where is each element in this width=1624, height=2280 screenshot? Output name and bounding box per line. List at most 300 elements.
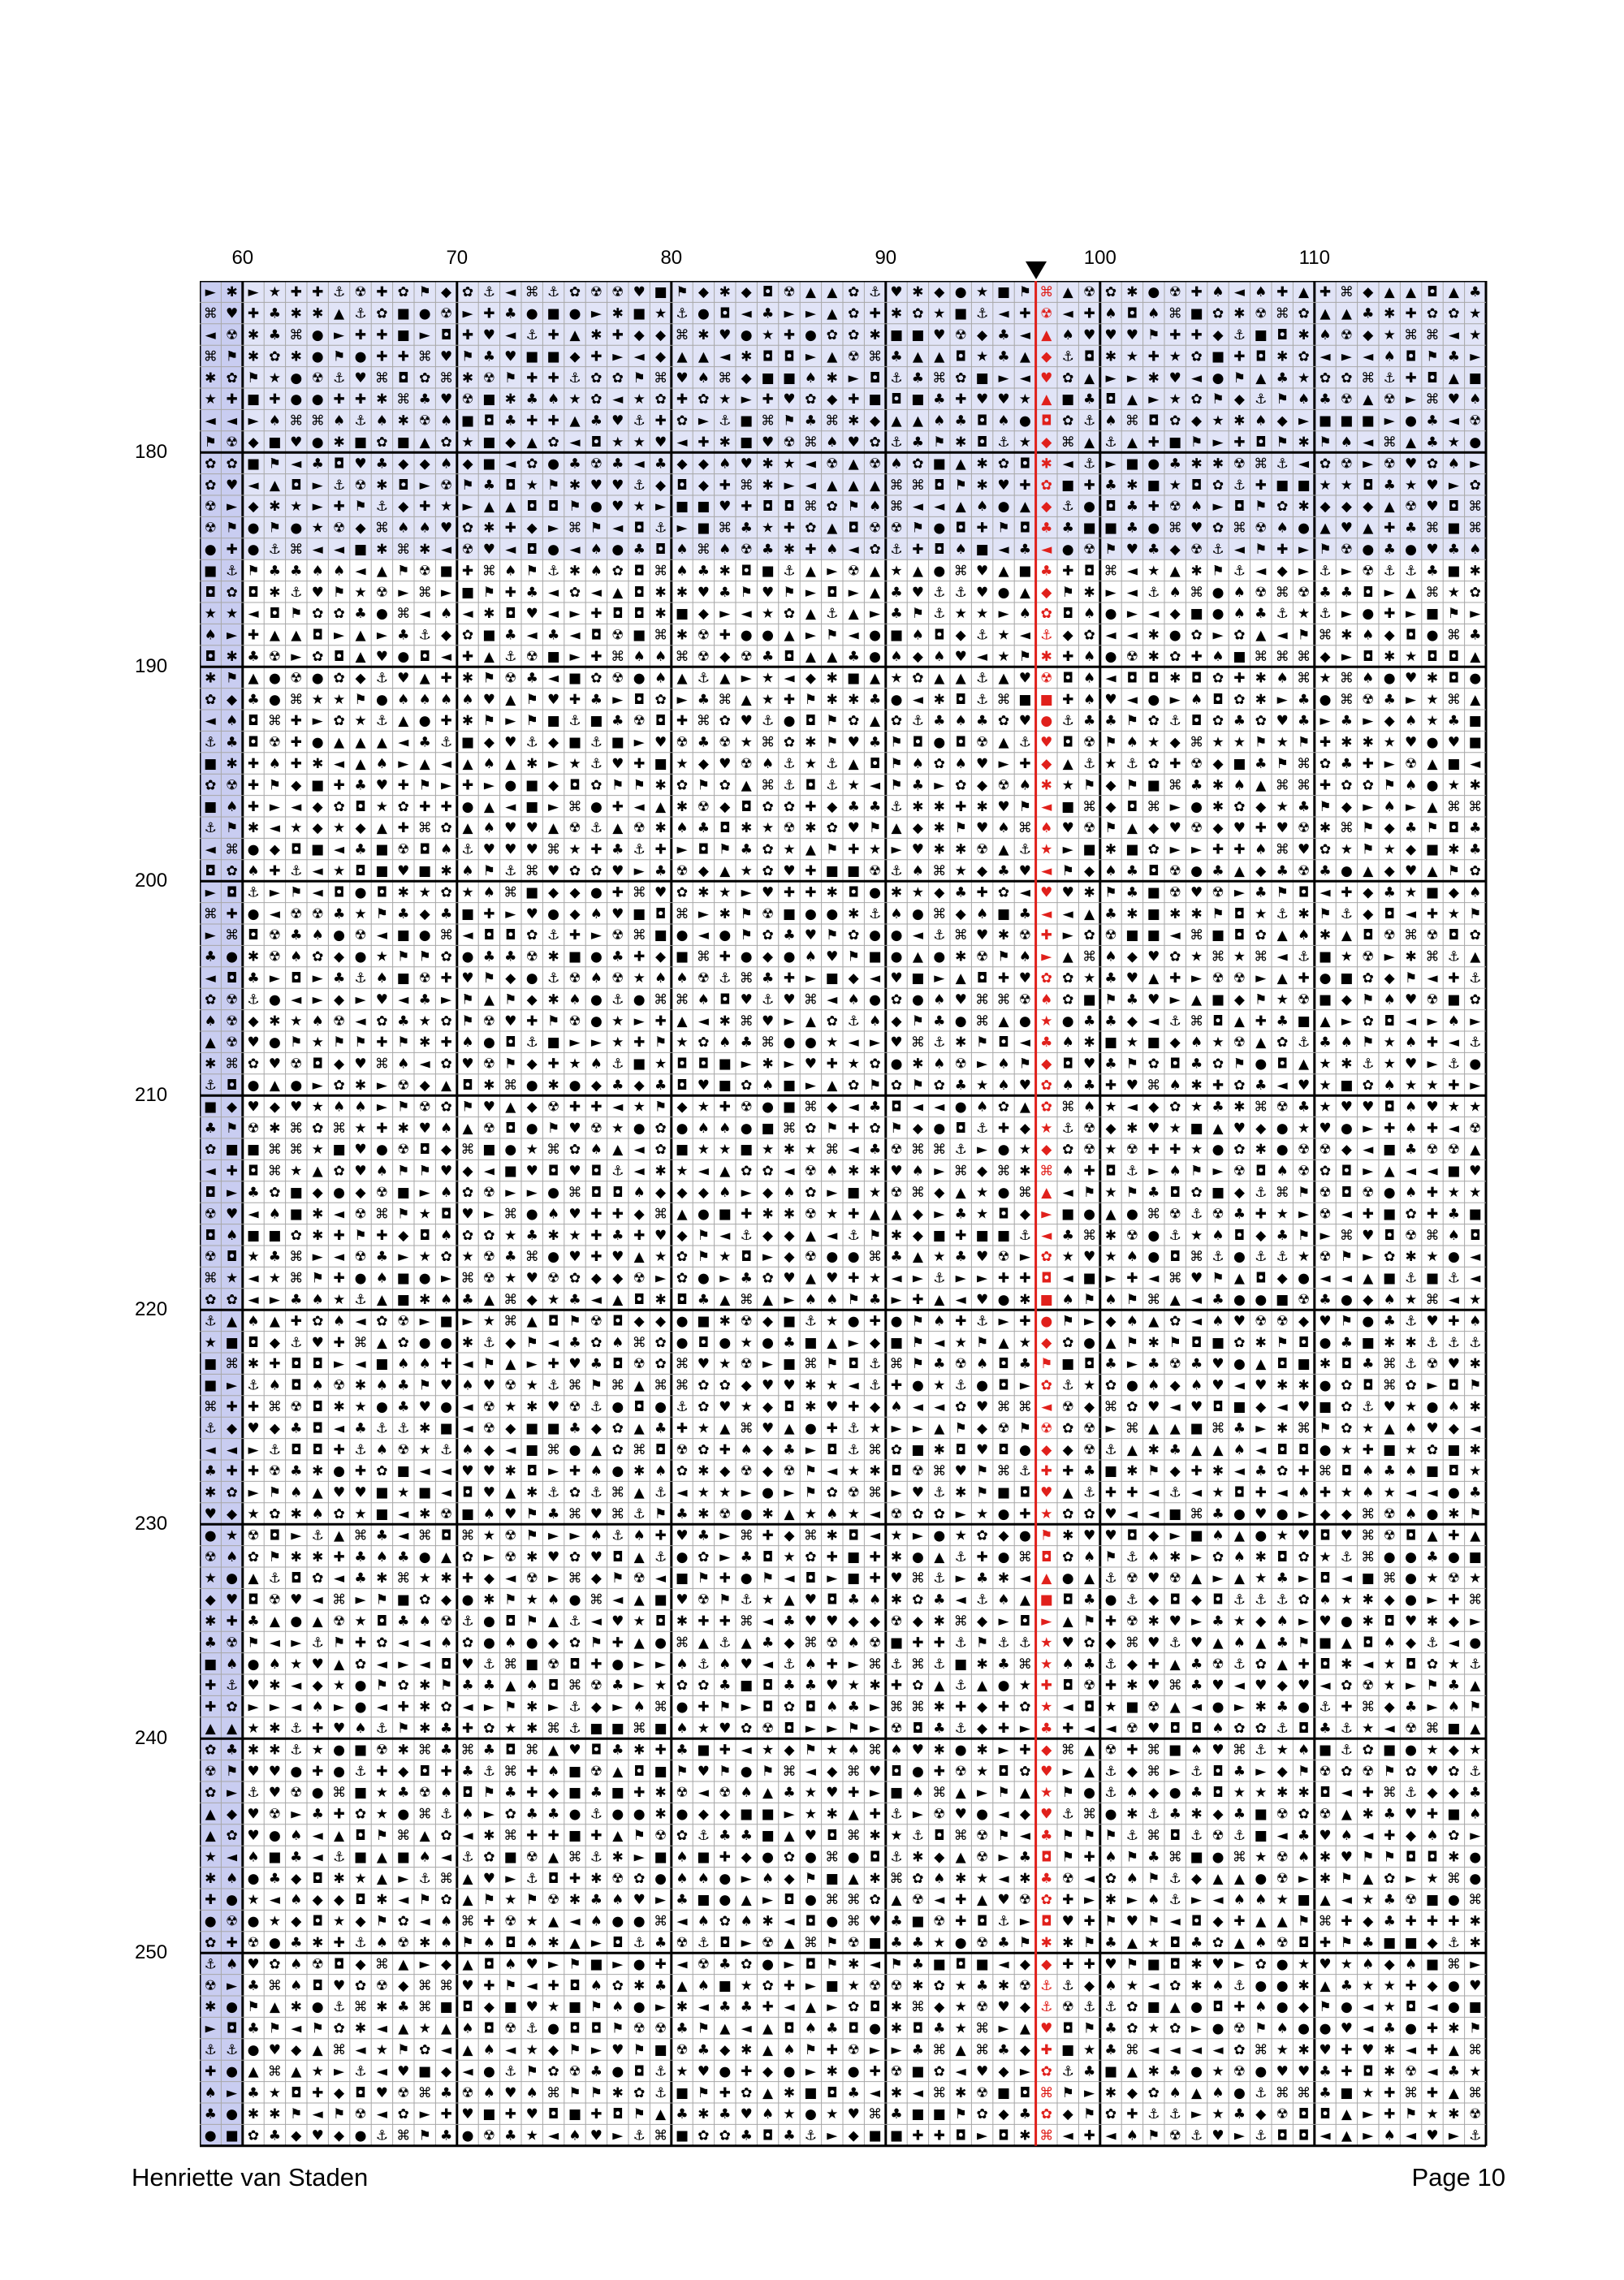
stitch-symbol: ✱ bbox=[912, 1056, 924, 1073]
stitch-symbol: ♥ bbox=[611, 412, 624, 430]
stitch-symbol: ◘ bbox=[1233, 499, 1246, 516]
stitch-symbol: ✿ bbox=[869, 1892, 881, 1909]
stitch-symbol: ◆ bbox=[719, 798, 731, 815]
stitch-symbol: ✚ bbox=[226, 1463, 238, 1480]
stitch-symbol: ◄ bbox=[870, 777, 881, 794]
stitch-symbol: ◄ bbox=[398, 734, 409, 751]
stitch-symbol: ★ bbox=[719, 391, 732, 408]
stitch-symbol: ► bbox=[784, 1056, 795, 1073]
stitch-symbol: ✚ bbox=[805, 542, 817, 558]
stitch-symbol: ◄ bbox=[1363, 1828, 1374, 1844]
stitch-symbol: ◆ bbox=[977, 777, 988, 794]
stitch-symbol: ▲ bbox=[227, 1313, 238, 1330]
stitch-symbol: ◆ bbox=[1276, 1678, 1288, 1695]
stitch-symbol: ◆ bbox=[1169, 1377, 1181, 1394]
stitch-symbol: ◆ bbox=[483, 1999, 495, 2016]
stitch-symbol: ♠ bbox=[568, 991, 581, 1008]
stitch-symbol: ♠ bbox=[911, 863, 925, 879]
stitch-symbol: ♣ bbox=[1104, 970, 1117, 987]
stitch-symbol: ⚑ bbox=[697, 2020, 710, 2037]
stitch-symbol: ▲ bbox=[1212, 1441, 1224, 1458]
stitch-symbol: ♣ bbox=[247, 2020, 260, 2037]
stitch-symbol: ⚑ bbox=[654, 1099, 667, 1116]
stitch-symbol: ✱ bbox=[1019, 1870, 1031, 1887]
stitch-symbol: ⚓ bbox=[204, 734, 217, 751]
stitch-symbol: ● bbox=[740, 627, 753, 644]
stitch-symbol: ▲ bbox=[462, 756, 473, 772]
stitch-symbol: ◆ bbox=[805, 670, 816, 687]
stitch-symbol: ☢ bbox=[1340, 391, 1354, 408]
stitch-symbol: ■ bbox=[654, 1591, 667, 1609]
stitch-symbol: ♣ bbox=[1319, 1292, 1332, 1308]
stitch-symbol: ■ bbox=[503, 1849, 517, 1866]
stitch-symbol: ● bbox=[418, 713, 431, 730]
stitch-symbol: ★ bbox=[633, 434, 646, 451]
stitch-symbol: ✚ bbox=[783, 1977, 796, 1994]
stitch-symbol: ▲ bbox=[376, 820, 387, 837]
stitch-symbol: ♥ bbox=[890, 1570, 903, 1587]
stitch-symbol: ✱ bbox=[762, 1206, 774, 1223]
stitch-symbol: ✿ bbox=[590, 391, 603, 408]
stitch-symbol: ▲ bbox=[1341, 305, 1352, 322]
stitch-symbol: ★ bbox=[247, 1721, 260, 1737]
stitch-symbol: ⌘ bbox=[568, 520, 582, 537]
stitch-symbol: ♣ bbox=[1040, 1870, 1053, 1887]
stitch-symbol: ► bbox=[462, 1313, 473, 1330]
stitch-symbol: ■ bbox=[1125, 927, 1139, 944]
stitch-symbol: ● bbox=[1405, 542, 1418, 558]
stitch-symbol: ⚑ bbox=[504, 1977, 517, 1994]
stitch-symbol: ✿ bbox=[1104, 284, 1117, 301]
stitch-symbol: ✿ bbox=[397, 1913, 409, 1930]
stitch-symbol: ⚑ bbox=[1147, 327, 1160, 343]
stitch-symbol: ♥ bbox=[611, 905, 624, 922]
stitch-symbol: ✱ bbox=[890, 1548, 903, 1565]
stitch-symbol: ✿ bbox=[1190, 627, 1203, 644]
stitch-symbol: ⚑ bbox=[1104, 884, 1117, 901]
stitch-symbol: ⚓ bbox=[1383, 563, 1396, 580]
stitch-symbol: ▲ bbox=[462, 1120, 473, 1137]
stitch-symbol: ◄ bbox=[312, 1828, 323, 1844]
stitch-symbol: ♣ bbox=[933, 391, 946, 408]
stitch-symbol: ♠ bbox=[1447, 1399, 1461, 1415]
stitch-symbol: ★ bbox=[1426, 1742, 1439, 1759]
stitch-symbol: ♠ bbox=[1297, 1742, 1311, 1759]
stitch-symbol: ✱ bbox=[1469, 1441, 1481, 1458]
stitch-symbol: ■ bbox=[1190, 1527, 1203, 1544]
stitch-symbol: ♥ bbox=[633, 1892, 646, 1909]
stitch-symbol: ♥ bbox=[461, 1656, 474, 1673]
stitch-symbol: ◆ bbox=[334, 991, 345, 1008]
stitch-symbol: ◘ bbox=[505, 1034, 516, 1051]
stitch-symbol: ◄ bbox=[612, 391, 624, 408]
stitch-symbol: ♣ bbox=[997, 863, 1010, 879]
stitch-symbol: ♥ bbox=[1447, 391, 1461, 408]
stitch-symbol: ★ bbox=[826, 1313, 839, 1330]
stitch-symbol: ✚ bbox=[290, 734, 302, 751]
stitch-symbol: ◆ bbox=[1448, 1420, 1459, 1437]
stitch-symbol: ■ bbox=[868, 391, 882, 408]
stitch-symbol: ◄ bbox=[1169, 927, 1181, 944]
stitch-symbol: ◆ bbox=[1255, 798, 1267, 815]
stitch-symbol: ● bbox=[226, 1999, 239, 2016]
stitch-symbol: ♥ bbox=[654, 1227, 667, 1244]
stitch-symbol: ♥ bbox=[1168, 820, 1181, 837]
stitch-symbol: ● bbox=[268, 1828, 281, 1844]
stitch-symbol: ● bbox=[697, 305, 710, 322]
stitch-symbol: ■ bbox=[675, 1142, 689, 1159]
stitch-symbol: ⚓ bbox=[1447, 1334, 1461, 1351]
stitch-symbol: ♣ bbox=[568, 1334, 581, 1351]
stitch-symbol: ✚ bbox=[762, 391, 774, 408]
stitch-symbol: ☢ bbox=[1212, 1828, 1224, 1844]
stitch-symbol: ⌘ bbox=[761, 1034, 775, 1051]
stitch-symbol: ► bbox=[569, 1527, 581, 1544]
stitch-symbol: ★ bbox=[1383, 1977, 1396, 1994]
stitch-symbol: ▲ bbox=[398, 713, 409, 730]
stitch-symbol: ⚑ bbox=[1469, 2020, 1482, 2037]
stitch-symbol: ● bbox=[333, 1463, 346, 1480]
stitch-symbol: ⌘ bbox=[267, 1142, 282, 1159]
stitch-symbol: ✚ bbox=[1019, 756, 1031, 772]
stitch-symbol: ◄ bbox=[205, 970, 216, 987]
stitch-symbol: ► bbox=[870, 1034, 881, 1051]
stitch-symbol: ● bbox=[954, 1099, 967, 1116]
stitch-symbol: ■ bbox=[1318, 1634, 1332, 1652]
stitch-symbol: ♥ bbox=[1362, 1099, 1375, 1116]
stitch-symbol: ▲ bbox=[1062, 1613, 1073, 1630]
stitch-symbol: ★ bbox=[354, 1399, 367, 1415]
stitch-symbol: ☢ bbox=[1383, 927, 1396, 944]
stitch-symbol: ✿ bbox=[1341, 1678, 1353, 1695]
stitch-symbol: ■ bbox=[289, 1185, 303, 1201]
stitch-symbol: ♣ bbox=[1018, 905, 1032, 922]
stitch-symbol: ▲ bbox=[805, 563, 816, 580]
stitch-symbol: ★ bbox=[204, 1334, 217, 1351]
stitch-symbol: ● bbox=[354, 348, 367, 365]
stitch-symbol: ■ bbox=[1361, 1334, 1375, 1351]
stitch-symbol: ♠ bbox=[1212, 649, 1224, 665]
stitch-symbol: ✚ bbox=[826, 1656, 838, 1673]
stitch-symbol: ◄ bbox=[505, 798, 516, 815]
stitch-symbol: ♠ bbox=[933, 649, 946, 665]
stitch-symbol: ► bbox=[1169, 991, 1181, 1008]
stitch-symbol: ▲ bbox=[1126, 820, 1138, 837]
stitch-symbol: ★ bbox=[654, 305, 667, 322]
stitch-symbol: ⚓ bbox=[1061, 1806, 1074, 1823]
stitch-symbol: ● bbox=[568, 1077, 581, 1094]
stitch-symbol: ► bbox=[291, 1527, 302, 1544]
stitch-symbol: ★ bbox=[1447, 434, 1461, 451]
stitch-symbol: ✿ bbox=[590, 369, 603, 386]
stitch-symbol: ♥ bbox=[1040, 2020, 1053, 2037]
stitch-symbol: ♣ bbox=[1319, 391, 1332, 408]
stitch-symbol: ♣ bbox=[761, 649, 775, 665]
stitch-symbol: ● bbox=[311, 1999, 324, 2016]
stitch-symbol: ♥ bbox=[997, 477, 1010, 494]
stitch-symbol: ◘ bbox=[312, 1399, 323, 1415]
stitch-symbol: ◆ bbox=[590, 1570, 602, 1587]
stitch-symbol: ♠ bbox=[1168, 1163, 1181, 1180]
stitch-symbol: ◆ bbox=[848, 970, 859, 987]
stitch-symbol: ✚ bbox=[1147, 348, 1160, 365]
stitch-symbol: ◆ bbox=[633, 1206, 645, 1223]
stitch-symbol: ▲ bbox=[955, 2042, 966, 2058]
stitch-symbol: ♠ bbox=[1190, 691, 1203, 708]
stitch-symbol: ● bbox=[1426, 1399, 1439, 1415]
stitch-symbol: ● bbox=[226, 1892, 239, 1909]
stitch-symbol: ✚ bbox=[419, 798, 431, 815]
stitch-symbol: ▲ bbox=[870, 584, 881, 601]
stitch-symbol: ● bbox=[1405, 1570, 1418, 1587]
stitch-symbol: ♣ bbox=[719, 1828, 732, 1844]
stitch-symbol: ● bbox=[1276, 1142, 1289, 1159]
stitch-symbol: ☢ bbox=[354, 284, 367, 301]
stitch-symbol: ▲ bbox=[227, 1721, 238, 1737]
stitch-symbol: ► bbox=[1233, 1956, 1245, 1973]
stitch-symbol: ◄ bbox=[505, 542, 516, 558]
stitch-symbol: ✱ bbox=[290, 305, 302, 322]
stitch-symbol: ⚑ bbox=[1104, 1828, 1117, 1844]
stitch-symbol: ☢ bbox=[1383, 391, 1396, 408]
stitch-symbol: ☢ bbox=[676, 1785, 689, 1802]
stitch-symbol: ⌘ bbox=[1147, 1742, 1161, 1759]
stitch-symbol: ◆ bbox=[227, 1420, 238, 1437]
stitch-symbol: ◆ bbox=[1105, 1313, 1116, 1330]
stitch-symbol: ■ bbox=[568, 734, 582, 751]
stitch-symbol: ♠ bbox=[590, 563, 603, 580]
stitch-symbol: ✚ bbox=[1426, 905, 1439, 922]
stitch-symbol: ⚓ bbox=[1255, 1185, 1268, 1201]
stitch-symbol: ♥ bbox=[1125, 327, 1139, 343]
stitch-symbol: ♥ bbox=[890, 1163, 903, 1180]
stitch-symbol: ⌘ bbox=[846, 1763, 861, 1780]
stitch-symbol: ✿ bbox=[397, 284, 409, 301]
stitch-symbol: ⚓ bbox=[975, 691, 989, 708]
stitch-symbol: ★ bbox=[1276, 1892, 1289, 1909]
stitch-symbol: ✿ bbox=[590, 1334, 603, 1351]
stitch-symbol: ♣ bbox=[1276, 1227, 1289, 1244]
stitch-symbol: ♣ bbox=[890, 348, 903, 365]
stitch-symbol: ◘ bbox=[440, 1527, 452, 1544]
stitch-symbol: ● bbox=[611, 542, 624, 558]
stitch-symbol: ⌘ bbox=[1425, 327, 1440, 343]
stitch-symbol: ▲ bbox=[719, 670, 731, 687]
stitch-symbol: ■ bbox=[332, 1142, 346, 1159]
stitch-symbol: ■ bbox=[1233, 1399, 1246, 1415]
stitch-symbol: ● bbox=[804, 1849, 817, 1866]
stitch-symbol: ♥ bbox=[1404, 991, 1418, 1008]
stitch-symbol: ⚓ bbox=[1104, 1570, 1117, 1587]
stitch-symbol: ▲ bbox=[827, 1334, 838, 1351]
stitch-symbol: ♥ bbox=[975, 756, 989, 772]
stitch-symbol: ✿ bbox=[1212, 1548, 1224, 1565]
stitch-symbol: ● bbox=[869, 991, 882, 1008]
stitch-symbol: ✚ bbox=[1062, 691, 1074, 708]
stitch-symbol: ♣ bbox=[1168, 1441, 1181, 1458]
stitch-symbol: ★ bbox=[418, 1013, 431, 1030]
stitch-symbol: ⚑ bbox=[1319, 434, 1332, 451]
stitch-symbol: ♠ bbox=[890, 1742, 903, 1759]
stitch-symbol: ⚓ bbox=[1319, 563, 1332, 580]
stitch-symbol: ⚓ bbox=[890, 369, 903, 386]
stitch-symbol: ● bbox=[611, 1463, 624, 1480]
stitch-symbol: ♥ bbox=[268, 1056, 282, 1073]
stitch-symbol: ♣ bbox=[290, 1463, 303, 1480]
stitch-symbol: ☢ bbox=[1404, 1227, 1418, 1244]
stitch-symbol: ◘ bbox=[1190, 1913, 1203, 1930]
stitch-symbol: ◆ bbox=[569, 348, 581, 365]
stitch-symbol: ⚓ bbox=[975, 1120, 989, 1137]
stitch-symbol: ★ bbox=[1212, 1034, 1224, 1051]
stitch-symbol: ● bbox=[740, 1570, 753, 1587]
stitch-symbol: ⚓ bbox=[847, 1227, 860, 1244]
stitch-symbol: ☢ bbox=[268, 649, 282, 665]
stitch-symbol: ◄ bbox=[998, 542, 1009, 558]
stitch-symbol: ♥ bbox=[697, 584, 710, 601]
stitch-symbol: ◆ bbox=[719, 2042, 731, 2058]
stitch-symbol: ♠ bbox=[482, 820, 496, 837]
stitch-symbol: ✿ bbox=[312, 1570, 324, 1587]
stitch-symbol: ▲ bbox=[934, 670, 945, 687]
stitch-symbol: ☢ bbox=[633, 713, 646, 730]
stitch-symbol: ⚑ bbox=[847, 499, 860, 516]
stitch-symbol: ► bbox=[998, 2020, 1009, 2037]
stitch-symbol: ✱ bbox=[376, 1892, 388, 1909]
stitch-symbol: ◄ bbox=[312, 542, 323, 558]
stitch-symbol: ◄ bbox=[848, 1034, 859, 1051]
stitch-symbol: ⚑ bbox=[397, 1163, 410, 1180]
stitch-symbol: ⚑ bbox=[761, 1763, 775, 1780]
stitch-symbol: ✿ bbox=[1040, 477, 1052, 494]
stitch-symbol: ♣ bbox=[397, 1548, 410, 1565]
stitch-symbol: ■ bbox=[932, 1227, 946, 1244]
stitch-symbol: ► bbox=[1470, 1613, 1481, 1630]
stitch-symbol: ⌘ bbox=[203, 905, 218, 922]
stitch-symbol: ► bbox=[291, 649, 302, 665]
stitch-symbol: ♥ bbox=[783, 391, 796, 408]
stitch-symbol: ♠ bbox=[1104, 305, 1117, 322]
stitch-symbol: ● bbox=[1233, 1506, 1246, 1522]
stitch-symbol: ⌘ bbox=[1425, 1721, 1440, 1737]
stitch-symbol: ✱ bbox=[1212, 777, 1224, 794]
stitch-symbol: ♥ bbox=[568, 1163, 581, 1180]
stitch-symbol: ◘ bbox=[526, 499, 538, 516]
stitch-symbol: ✚ bbox=[1212, 1077, 1224, 1094]
stitch-symbol: ✿ bbox=[1062, 1142, 1074, 1159]
stitch-symbol: ■ bbox=[525, 798, 539, 815]
stitch-symbol: ● bbox=[869, 649, 882, 665]
stitch-symbol: ✿ bbox=[1147, 1056, 1160, 1073]
stitch-symbol: ★ bbox=[1362, 1420, 1375, 1437]
stitch-symbol: ◘ bbox=[1427, 649, 1438, 665]
stitch-symbol: ● bbox=[804, 1034, 817, 1051]
stitch-symbol: ♥ bbox=[482, 542, 496, 558]
stitch-symbol: ▲ bbox=[955, 499, 966, 516]
stitch-symbol: ♣ bbox=[1319, 584, 1332, 601]
stitch-symbol: ◘ bbox=[1062, 606, 1073, 623]
stitch-symbol: ■ bbox=[396, 1849, 410, 1866]
stitch-symbol: ▲ bbox=[934, 1420, 945, 1437]
stitch-symbol: ● bbox=[1147, 691, 1160, 708]
stitch-symbol: ✱ bbox=[719, 905, 731, 922]
stitch-symbol: ✚ bbox=[955, 798, 967, 815]
stitch-symbol: ◆ bbox=[1341, 991, 1352, 1008]
stitch-symbol: ■ bbox=[718, 1056, 732, 1073]
stitch-symbol: ◆ bbox=[977, 863, 988, 879]
stitch-symbol: ✚ bbox=[1126, 1484, 1138, 1501]
stitch-symbol: ■ bbox=[740, 1678, 754, 1695]
stitch-symbol: ♣ bbox=[1255, 606, 1268, 623]
stitch-symbol: ☢ bbox=[890, 1506, 903, 1522]
stitch-symbol: ✚ bbox=[676, 391, 689, 408]
stitch-symbol: ☢ bbox=[504, 1548, 517, 1565]
stitch-symbol: ✱ bbox=[461, 670, 474, 687]
stitch-symbol: ✚ bbox=[226, 1935, 238, 1951]
stitch-symbol: ⚑ bbox=[525, 1892, 538, 1909]
stitch-symbol: ♣ bbox=[697, 734, 710, 751]
stitch-symbol: ◆ bbox=[1341, 499, 1352, 516]
stitch-symbol: ⚑ bbox=[504, 1699, 517, 1716]
stitch-symbol: ♠ bbox=[633, 1699, 646, 1716]
stitch-symbol: ● bbox=[976, 1806, 989, 1823]
stitch-symbol: ✱ bbox=[440, 1570, 452, 1587]
stitch-symbol: ✿ bbox=[1448, 1828, 1460, 1844]
stitch-symbol: ⚓ bbox=[546, 1484, 560, 1501]
stitch-symbol: ■ bbox=[697, 1742, 710, 1759]
stitch-symbol: ♠ bbox=[1233, 777, 1246, 794]
stitch-symbol: ▲ bbox=[848, 606, 859, 623]
stitch-symbol: ◘ bbox=[333, 456, 345, 473]
stitch-symbol: ✿ bbox=[1341, 1399, 1353, 1415]
stitch-symbol: ☢ bbox=[1340, 327, 1354, 343]
stitch-symbol: ✱ bbox=[848, 905, 860, 922]
stitch-symbol: ★ bbox=[332, 691, 346, 708]
stitch-symbol: ⚓ bbox=[1040, 627, 1053, 644]
stitch-symbol: ☢ bbox=[1297, 1163, 1311, 1180]
stitch-symbol: ● bbox=[1168, 627, 1181, 644]
stitch-symbol: ✿ bbox=[461, 1548, 474, 1565]
stitch-symbol: ♥ bbox=[590, 1548, 603, 1565]
stitch-symbol: ◘ bbox=[1148, 863, 1160, 879]
stitch-symbol: ■ bbox=[546, 1034, 560, 1051]
stitch-symbol: ⚓ bbox=[890, 434, 903, 451]
stitch-symbol: ✚ bbox=[741, 1206, 753, 1223]
stitch-symbol: ■ bbox=[1276, 1292, 1289, 1308]
stitch-symbol: ◘ bbox=[483, 2020, 495, 2037]
stitch-symbol: ◘ bbox=[1363, 649, 1374, 665]
stitch-symbol: ► bbox=[505, 1870, 516, 1887]
stitch-symbol: ● bbox=[333, 1763, 346, 1780]
stitch-symbol: ◄ bbox=[1169, 1399, 1181, 1415]
stitch-symbol: ⌘ bbox=[761, 734, 775, 751]
stitch-symbol: ✱ bbox=[376, 542, 388, 558]
stitch-symbol: ⌘ bbox=[611, 649, 625, 665]
stitch-symbol: ■ bbox=[482, 456, 496, 473]
stitch-symbol: ⚑ bbox=[890, 756, 903, 772]
stitch-symbol: ♣ bbox=[1469, 627, 1482, 644]
stitch-symbol: ► bbox=[419, 1185, 430, 1201]
stitch-symbol: ◘ bbox=[955, 348, 966, 365]
stitch-symbol: ☢ bbox=[590, 1313, 603, 1330]
stitch-symbol: ● bbox=[997, 1142, 1010, 1159]
stitch-symbol: ■ bbox=[1147, 1034, 1160, 1051]
stitch-symbol: ⚑ bbox=[890, 1956, 903, 1973]
stitch-symbol: ⚑ bbox=[1212, 391, 1224, 408]
stitch-symbol: ■ bbox=[975, 1956, 989, 1973]
stitch-symbol: ☢ bbox=[740, 542, 753, 558]
stitch-symbol: ◄ bbox=[1255, 563, 1267, 580]
